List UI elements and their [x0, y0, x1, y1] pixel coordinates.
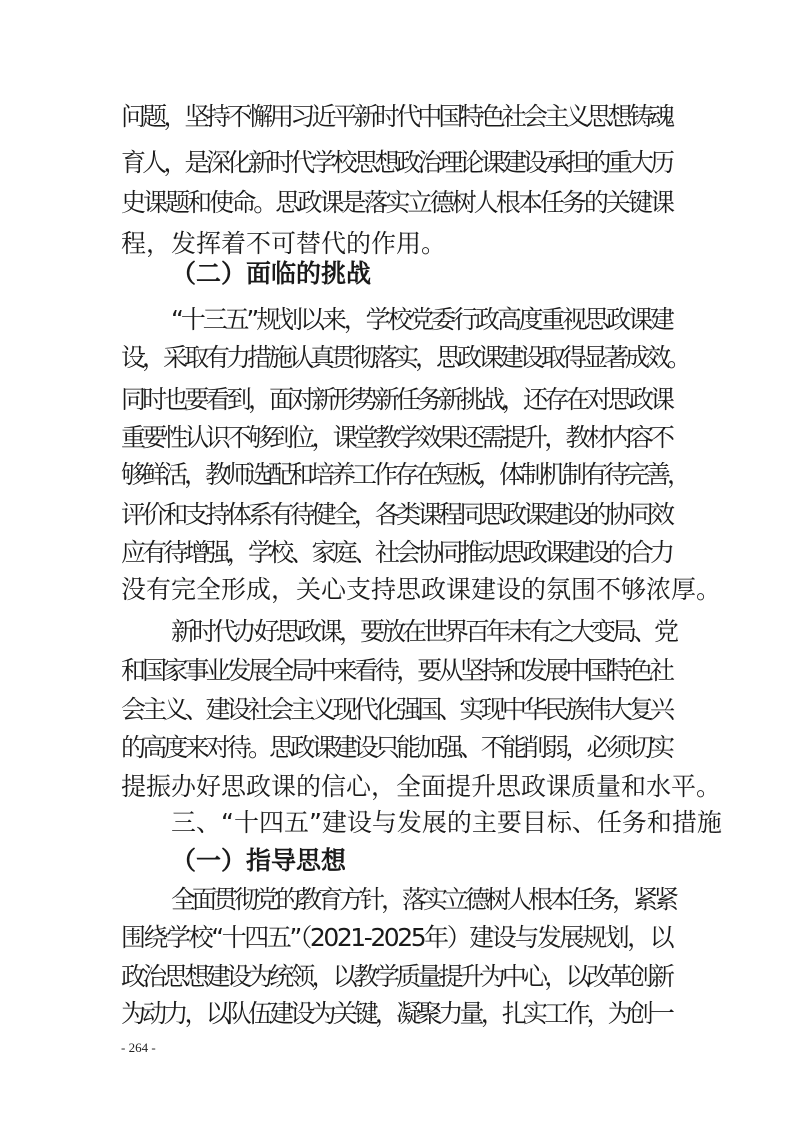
body-line-15: 和国家事业发展全局中来看待，要从坚持和发展中国特色社 — [121, 656, 672, 685]
body-line-16: 会主义、建设社会主义现代化强国、实现中华民族伟大复兴 — [121, 695, 672, 724]
body-line-17: 的高度来对待。思政课建设只能加强、不能削弱，必须切实 — [121, 733, 672, 762]
body-line-21: 全面贯彻党的教育方针，落实立德树人根本任务，紧紧 — [171, 885, 676, 914]
body-line-1: 问题，坚持不懈用习近平新时代中国特色社会主义思想铸魂 — [121, 102, 672, 131]
body-line-12: 应有待增强，学校、家庭、社会协同推动思政课建设的合力 — [121, 538, 672, 567]
section-heading-challenges: （二）面临的挑战 — [171, 259, 372, 288]
section-heading-guiding-thought: （一）指导思想 — [171, 846, 347, 875]
body-line-6: “十三五”规划以来，学校党委行政高度重视思政课建 — [171, 305, 672, 334]
body-line-18: 提振办好思政课的信心，全面提升思政课质量和水平。 — [121, 772, 722, 801]
body-line-2: 育人，是深化新时代学校思想政治理论课建设承担的重大历 — [121, 148, 672, 177]
body-line-23: 政治思想建设为统领，以教学质量提升为中心，以改革创新 — [121, 962, 672, 991]
section-heading-goals: 三、“十四五”建设与发展的主要目标、任务和措施 — [171, 808, 722, 837]
body-line-10: 够鲜活，教师选配和培养工作存在短板，体制机制有待完善， — [121, 460, 689, 489]
body-line-7: 设，采取有力措施认真贯彻落实，思政课建设取得显著成效。 — [121, 343, 689, 372]
body-line-11: 评价和支持体系有待健全，各类课程同思政课建设的协同效 — [121, 500, 672, 529]
body-line-24: 为动力，以队伍建设为关键，凝聚力量，扎实工作，为创一 — [121, 999, 672, 1028]
body-line-9: 重要性认识不够到位，课堂教学效果还需提升，教材内容不 — [121, 423, 672, 452]
body-line-8: 同时也要看到，面对新形势新任务新挑战，还存在对思政课 — [121, 385, 672, 414]
body-line-4: 程，发挥着不可替代的作用。 — [121, 229, 447, 258]
page-number: - 264 - — [121, 1040, 156, 1055]
body-line-14: 新时代办好思政课，要放在世界百年未有之大变局、党 — [171, 617, 676, 646]
body-line-13: 没有完全形成，关心支持思政课建设的氛围不够浓厚。 — [121, 575, 722, 604]
body-line-3: 史课题和使命。思政课是落实立德树人根本任务的关键课 — [121, 188, 673, 217]
body-line-22: 围绕学校“十四五”（2021-2025年）建设与发展规划，以 — [121, 923, 673, 952]
